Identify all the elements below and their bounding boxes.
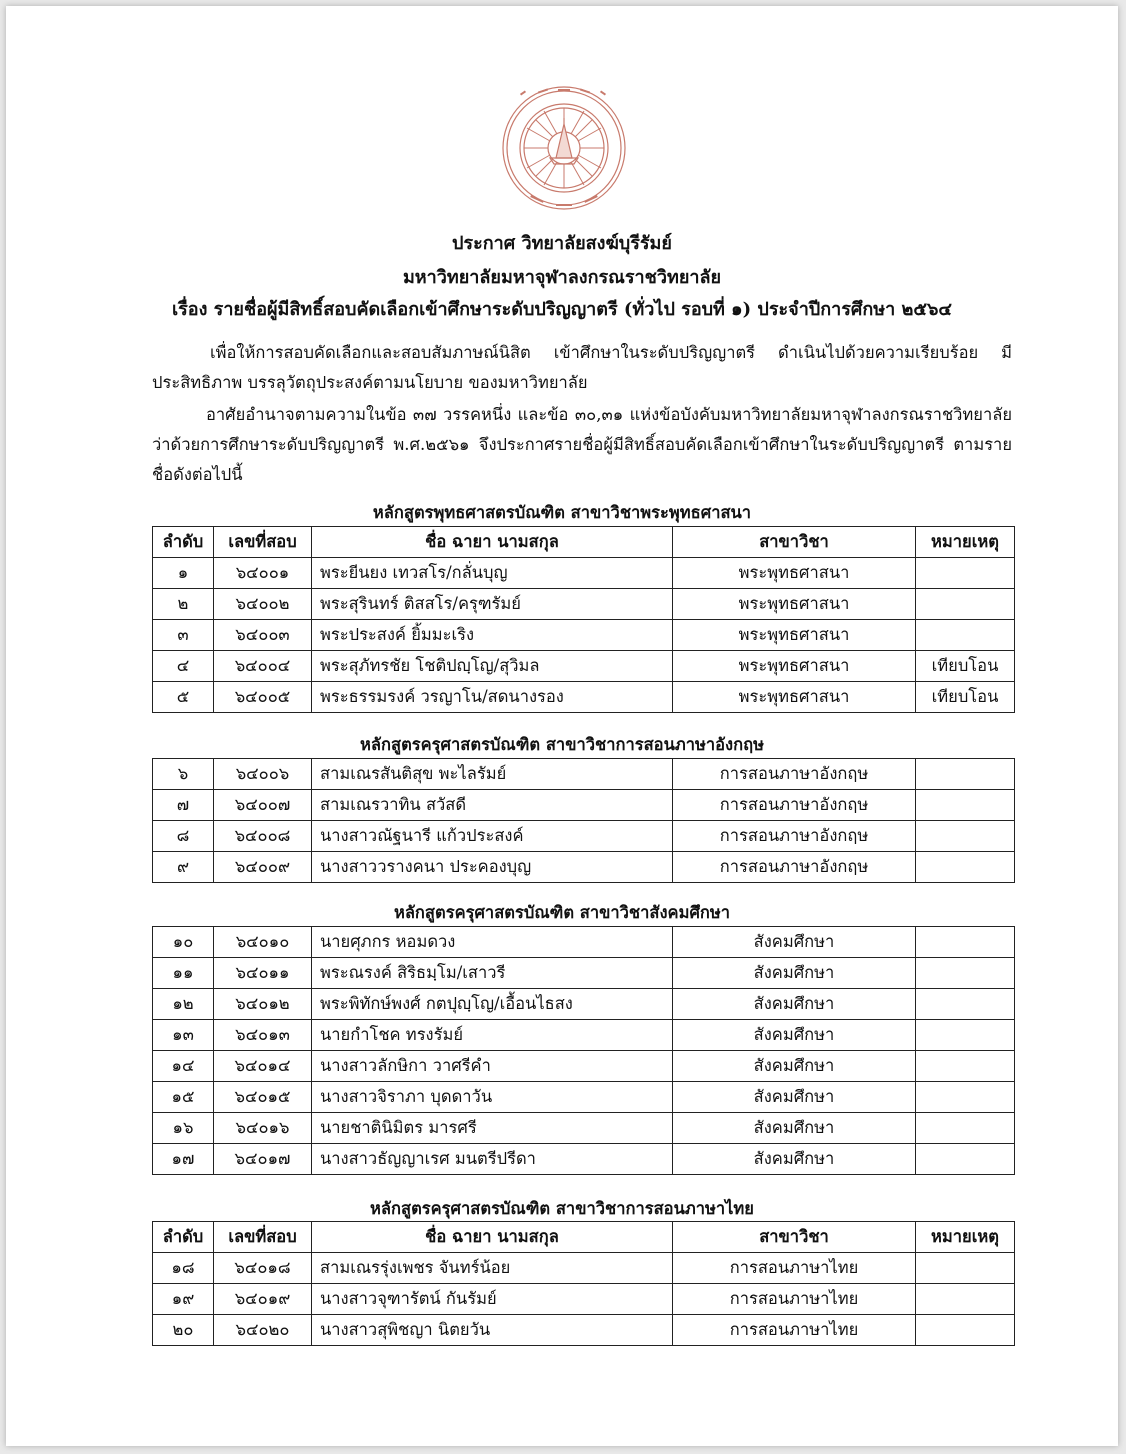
university-name: มหาวิทยาลัยมหาจุฬาลงกรณราชวิทยาลัย (402, 267, 722, 288)
remark (916, 1020, 1015, 1051)
major: สังคมศึกษา (673, 1113, 916, 1144)
column-header: ชื่อ ฉายา นามสกุล (312, 527, 673, 558)
remark (916, 620, 1015, 651)
section-title-english: หลักสูตรครุศาสตรบัณฑิต สาขาวิชาการสอนภาษาอังกฤษ (360, 735, 764, 754)
row-number: ๑๒ (153, 989, 214, 1020)
exam-number: ๖๔๐๑๗ (214, 1144, 312, 1175)
announcement-title: ประกาศ วิทยาลัยสงฆ์บุรีรัมย์ (452, 233, 672, 254)
body-paragraph-1: เพื่อให้การสอบคัดเลือกและสอบสัมภาษณ์นิสิต เข้าศึกษาในระดับปริญญาตรี ดำเนินไปด้วยความเรียบร้อย มีประสิทธิภาพ บรรลุวัตถุประสงค์ตามนโยบาย ของมหาวิทยาลัย (152, 343, 1012, 392)
major: การสอนภาษาอังกฤษ (673, 821, 916, 852)
major: สังคมศึกษา (673, 927, 916, 958)
table-row (153, 927, 1015, 958)
column-header: หมายเหตุ (916, 1222, 1015, 1253)
table-row (153, 651, 1015, 682)
announcement-subject: เรื่อง รายชื่อผู้มีสิทธิ์สอบคัดเลือกเข้าศึกษาระดับปริญญาตรี (ทั่วไป รอบที่ ๑) ประจำปีการศึกษา ๒๕๖๔ (171, 299, 953, 320)
table-row (153, 852, 1015, 883)
row-number: ๒ (153, 589, 214, 620)
candidate-name: สามเณรวาทิน สวัสดี (312, 790, 673, 821)
remark (916, 1051, 1015, 1082)
exam-number: ๖๔๐๑๒ (214, 989, 312, 1020)
major: พระพุทธศาสนา (673, 682, 916, 713)
remark: เทียบโอน (916, 651, 1015, 682)
exam-number: ๖๔๐๐๕ (214, 682, 312, 713)
candidate-name: นางสาววรางคนา ประคองบุญ (312, 852, 673, 883)
remark (916, 1284, 1015, 1315)
candidate-table-social-studies (152, 926, 1015, 1175)
section-title-buddhism: หลักสูตรพุทธศาสตรบัณฑิต สาขาวิชาพระพุทธศาสนา (372, 503, 752, 522)
university-seal-logo (500, 84, 628, 212)
major: สังคมศึกษา (673, 1020, 916, 1051)
column-header: เลขที่สอบ (214, 527, 312, 558)
row-number: ๑๘ (153, 1253, 214, 1284)
remark (916, 927, 1015, 958)
major: สังคมศึกษา (673, 1144, 916, 1175)
remark (916, 958, 1015, 989)
exam-number: ๖๔๐๐๒ (214, 589, 312, 620)
candidate-name: นางสาวธัญญาเรศ มนตรีปรีดา (312, 1144, 673, 1175)
exam-number: ๖๔๐๑๓ (214, 1020, 312, 1051)
candidate-name: พระณรงค์ สิริธมฺโม/เสาวรี (312, 958, 673, 989)
exam-number: ๖๔๐๐๙ (214, 852, 312, 883)
candidate-table-thai (152, 1221, 1015, 1346)
candidate-name: พระประสงค์ ยิ้มมะเริง (312, 620, 673, 651)
remark (916, 1315, 1015, 1346)
exam-number: ๖๔๐๐๓ (214, 620, 312, 651)
candidate-name: นางสาวจุฑารัตน์ กันรัมย์ (312, 1284, 673, 1315)
candidate-name: นายกำโชค ทรงรัมย์ (312, 1020, 673, 1051)
candidate-name: พระธรรมรงค์ วรญาโน/สดนางรอง (312, 682, 673, 713)
exam-number: ๖๔๐๑๕ (214, 1082, 312, 1113)
row-number: ๑๙ (153, 1284, 214, 1315)
major: สังคมศึกษา (673, 1051, 916, 1082)
major: พระพุทธศาสนา (673, 620, 916, 651)
table-row (153, 1315, 1015, 1346)
candidate-name: พระสุภัทรชัย โชติปญฺโญ/สุวิมล (312, 651, 673, 682)
exam-number: ๖๔๐๐๔ (214, 651, 312, 682)
table-row (153, 1144, 1015, 1175)
exam-number: ๖๔๐๐๗ (214, 790, 312, 821)
remark (916, 821, 1015, 852)
row-number: ๑๔ (153, 1051, 214, 1082)
exam-number: ๖๔๐๐๑ (214, 558, 312, 589)
candidate-name: นางสาวลักษิกา วาศรีคำ (312, 1051, 673, 1082)
row-number: ๔ (153, 651, 214, 682)
candidate-name: นางสาวสุพิชญา นิตยวัน (312, 1315, 673, 1346)
exam-number: ๖๔๐๑๐ (214, 927, 312, 958)
column-header: เลขที่สอบ (214, 1222, 312, 1253)
major: การสอนภาษาไทย (673, 1253, 916, 1284)
exam-number: ๖๔๐๐๖ (214, 759, 312, 790)
table-row (153, 1051, 1015, 1082)
exam-number: ๖๔๐๑๙ (214, 1284, 312, 1315)
remark (916, 989, 1015, 1020)
row-number: ๗ (153, 790, 214, 821)
table-row (153, 1082, 1015, 1113)
row-number: ๑๑ (153, 958, 214, 989)
table-row (153, 1113, 1015, 1144)
row-number: ๘ (153, 821, 214, 852)
major: การสอนภาษาอังกฤษ (673, 852, 916, 883)
major: สังคมศึกษา (673, 958, 916, 989)
candidate-name: นางสาวณัฐนารี แก้วประสงค์ (312, 821, 673, 852)
major: พระพุทธศาสนา (673, 651, 916, 682)
column-header: สาขาวิชา (673, 1222, 916, 1253)
table-row (153, 989, 1015, 1020)
major: การสอนภาษาไทย (673, 1315, 916, 1346)
row-number: ๖ (153, 759, 214, 790)
remark (916, 1082, 1015, 1113)
major: สังคมศึกษา (673, 1082, 916, 1113)
row-number: ๓ (153, 620, 214, 651)
table-row (153, 682, 1015, 713)
exam-number: ๖๔๐๒๐ (214, 1315, 312, 1346)
candidate-name: นายชาตินิมิตร มารศรี (312, 1113, 673, 1144)
table-row (153, 558, 1015, 589)
row-number: ๑๓ (153, 1020, 214, 1051)
column-header: หมายเหตุ (916, 527, 1015, 558)
table-header-row (153, 1222, 1015, 1253)
remark (916, 558, 1015, 589)
section-title-thai: หลักสูตรครุศาสตรบัณฑิต สาขาวิชาการสอนภาษาไทย (370, 1199, 754, 1218)
major: สังคมศึกษา (673, 989, 916, 1020)
remark (916, 1144, 1015, 1175)
section-title-social-studies: หลักสูตรครุศาสตรบัณฑิต สาขาวิชาสังคมศึกษา (393, 903, 731, 922)
remark (916, 790, 1015, 821)
candidate-name: พระยีนยง เทวสโร/กลั่นบุญ (312, 558, 673, 589)
remark (916, 759, 1015, 790)
exam-number: ๖๔๐๐๘ (214, 821, 312, 852)
candidate-table-english (152, 758, 1015, 883)
remark (916, 589, 1015, 620)
table-row (153, 1253, 1015, 1284)
table-row (153, 790, 1015, 821)
table-row (153, 1284, 1015, 1315)
candidate-name: สามเณรรุ่งเพชร จันทร์น้อย (312, 1253, 673, 1284)
major: การสอนภาษาอังกฤษ (673, 790, 916, 821)
candidate-table-buddhism (152, 526, 1015, 713)
table-row (153, 958, 1015, 989)
row-number: ๑๐ (153, 927, 214, 958)
exam-number: ๖๔๐๑๔ (214, 1051, 312, 1082)
exam-number: ๖๔๐๑๖ (214, 1113, 312, 1144)
table-header-row (153, 527, 1015, 558)
candidate-name: สามเณรสันติสุข พะไลรัมย์ (312, 759, 673, 790)
remark (916, 1113, 1015, 1144)
document-page (6, 6, 1118, 1446)
candidate-name: นายศุภกร หอมดวง (312, 927, 673, 958)
row-number: ๑ (153, 558, 214, 589)
table-row (153, 759, 1015, 790)
row-number: ๑๖ (153, 1113, 214, 1144)
row-number: ๕ (153, 682, 214, 713)
major: การสอนภาษาไทย (673, 1284, 916, 1315)
row-number: ๒๐ (153, 1315, 214, 1346)
candidate-name: นางสาวจิราภา บุดดาวัน (312, 1082, 673, 1113)
remark (916, 1253, 1015, 1284)
exam-number: ๖๔๐๑๑ (214, 958, 312, 989)
column-header: ชื่อ ฉายา นามสกุล (312, 1222, 673, 1253)
column-header: ลำดับ (153, 527, 214, 558)
row-number: ๑๕ (153, 1082, 214, 1113)
remark (916, 852, 1015, 883)
exam-number: ๖๔๐๑๘ (214, 1253, 312, 1284)
body-paragraph-2: อาศัยอำนาจตามความในข้อ ๓๗ วรรคหนึ่ง และข้อ ๓๐,๓๑ แห่งข้อบังคับมหาวิทยาลัยมหาจุฬาลงกรณราชวิทยาลัย ว่าด้วยการศึกษาระดับปริญญาตรี พ.ศ.๒๕๖๑ จึงประกาศรายชื่อผู้มีสิทธิ์สอบคัดเลือกเข้าศึกษาในระดับปริญญาตรี ตามรายชื่อดังต่อไปนี้ (152, 405, 1012, 484)
table-row (153, 821, 1015, 852)
table-row (153, 1020, 1015, 1051)
major: พระพุทธศาสนา (673, 589, 916, 620)
remark: เทียบโอน (916, 682, 1015, 713)
major: พระพุทธศาสนา (673, 558, 916, 589)
column-header: ลำดับ (153, 1222, 214, 1253)
major: การสอนภาษาอังกฤษ (673, 759, 916, 790)
candidate-name: พระพิทักษ์พงศ์ กตปุญฺโญ/เอื้อนไธสง (312, 989, 673, 1020)
table-row (153, 620, 1015, 651)
table-row (153, 589, 1015, 620)
row-number: ๙ (153, 852, 214, 883)
row-number: ๑๗ (153, 1144, 214, 1175)
column-header: สาขาวิชา (673, 527, 916, 558)
candidate-name: พระสุรินทร์ ติสสโร/ครุฑรัมย์ (312, 589, 673, 620)
